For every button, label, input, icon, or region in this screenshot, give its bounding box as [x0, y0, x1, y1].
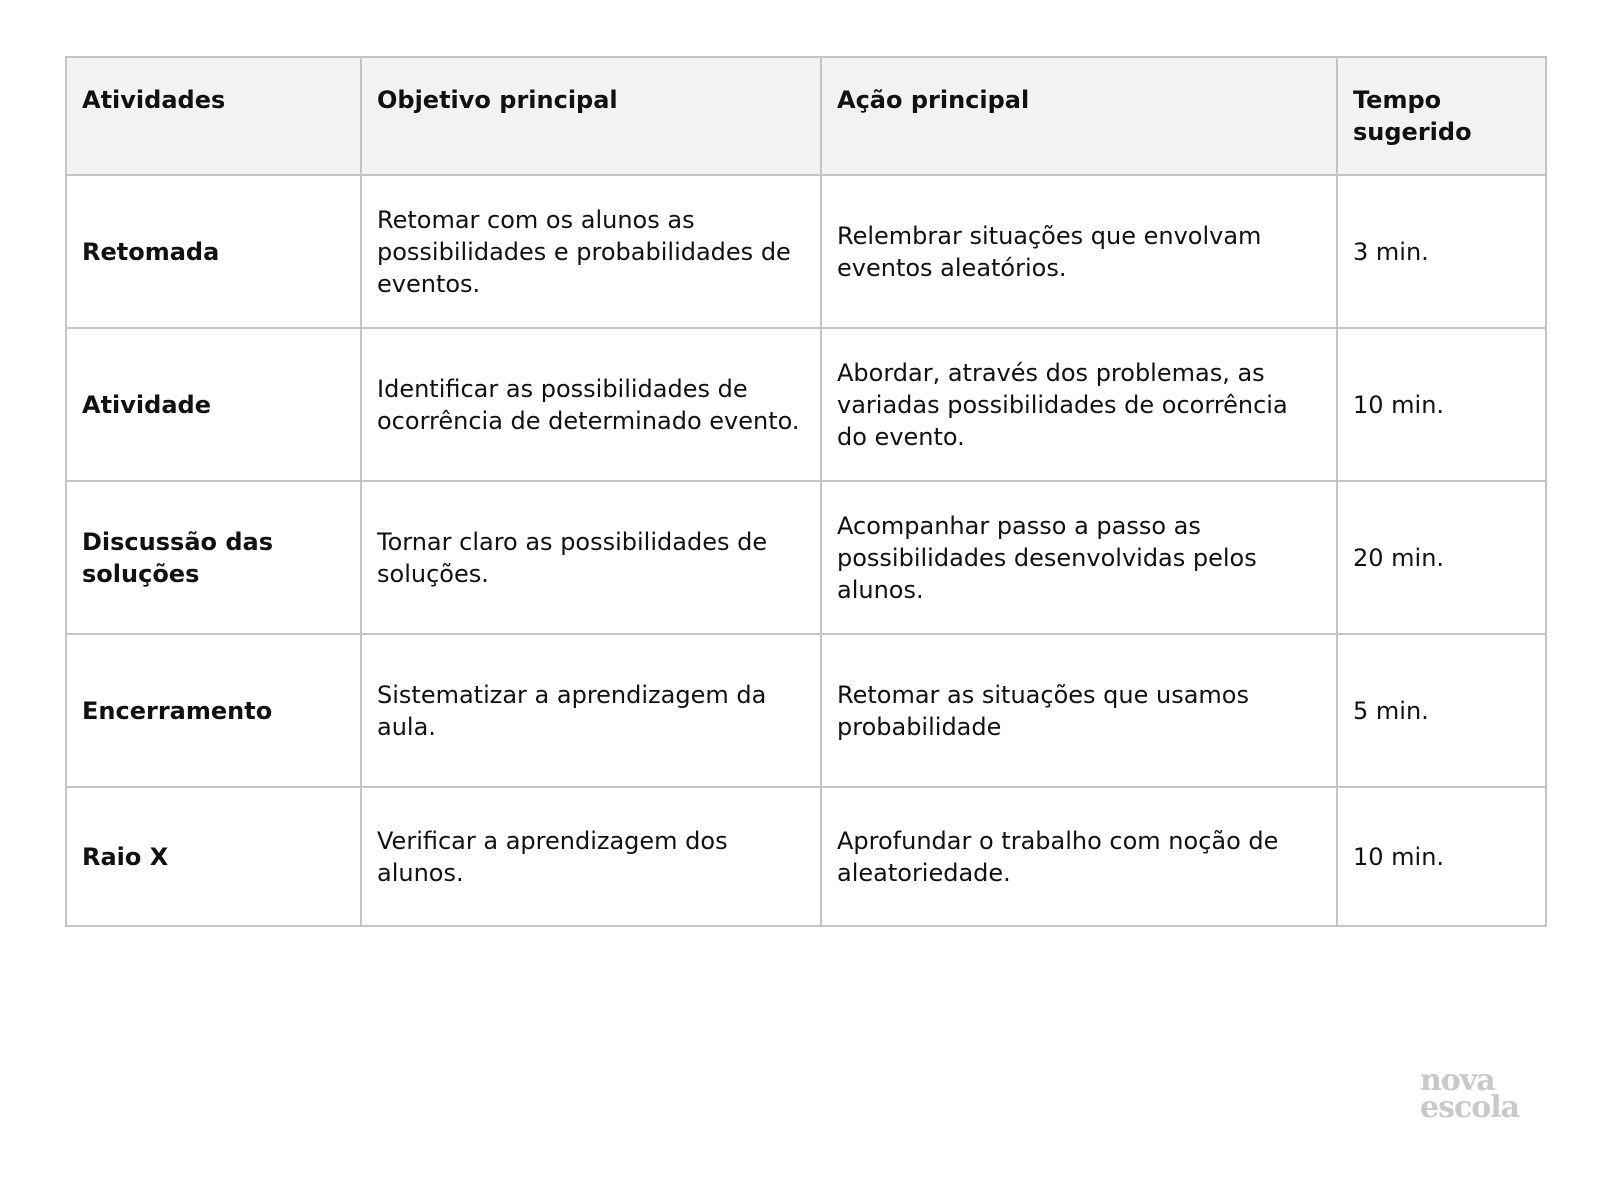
time-cell: 10 min.: [1337, 787, 1546, 926]
time-cell: 3 min.: [1337, 175, 1546, 328]
activity-name: Raio X: [66, 787, 361, 926]
activity-name: Discussão das soluções: [66, 481, 361, 634]
action-cell: Relembrar situações que envolvam eventos aleatórios.: [821, 175, 1337, 328]
time-cell: 10 min.: [1337, 328, 1546, 481]
logo-line-escola: escola: [1420, 1090, 1520, 1125]
header-objetivo: Objetivo principal: [361, 57, 821, 175]
lesson-plan-table: [65, 56, 1547, 927]
objective-cell: Sistematizar a aprendizagem da aula.: [361, 634, 821, 787]
table-row: [66, 175, 1546, 328]
nova-escola-logo: [1420, 1063, 1540, 1125]
table-header: [66, 57, 1546, 175]
table-row: [66, 787, 1546, 926]
activity-name: Atividade: [66, 328, 361, 481]
objective-cell: Tornar claro as possibilidades de soluções.: [361, 481, 821, 634]
objective-cell: Identificar as possibilidades de ocorrência de determinado evento.: [361, 328, 821, 481]
header-acao: Ação principal: [821, 57, 1337, 175]
objective-cell: Retomar com os alunos as possibilidades e probabilidades de eventos.: [361, 175, 821, 328]
time-cell: 5 min.: [1337, 634, 1546, 787]
time-cell: 20 min.: [1337, 481, 1546, 634]
table-row: [66, 634, 1546, 787]
action-cell: Abordar, através dos problemas, as variadas possibilidades de ocorrência do evento.: [821, 328, 1337, 481]
activity-name: Retomada: [66, 175, 361, 328]
action-cell: Aprofundar o trabalho com noção de aleatoriedade.: [821, 787, 1337, 926]
header-tempo: Tempo sugerido: [1337, 57, 1546, 175]
header-row: [66, 57, 1546, 175]
objective-cell: Verificar a aprendizagem dos alunos.: [361, 787, 821, 926]
action-cell: Retomar as situações que usamos probabilidade: [821, 634, 1337, 787]
header-atividades: Atividades: [66, 57, 361, 175]
table-row: [66, 481, 1546, 634]
table-row: [66, 328, 1546, 481]
action-cell: Acompanhar passo a passo as possibilidades desenvolvidas pelos alunos.: [821, 481, 1337, 634]
logo-line-nova: nova: [1420, 1063, 1495, 1098]
table-body: [66, 175, 1546, 926]
activity-name: Encerramento: [66, 634, 361, 787]
